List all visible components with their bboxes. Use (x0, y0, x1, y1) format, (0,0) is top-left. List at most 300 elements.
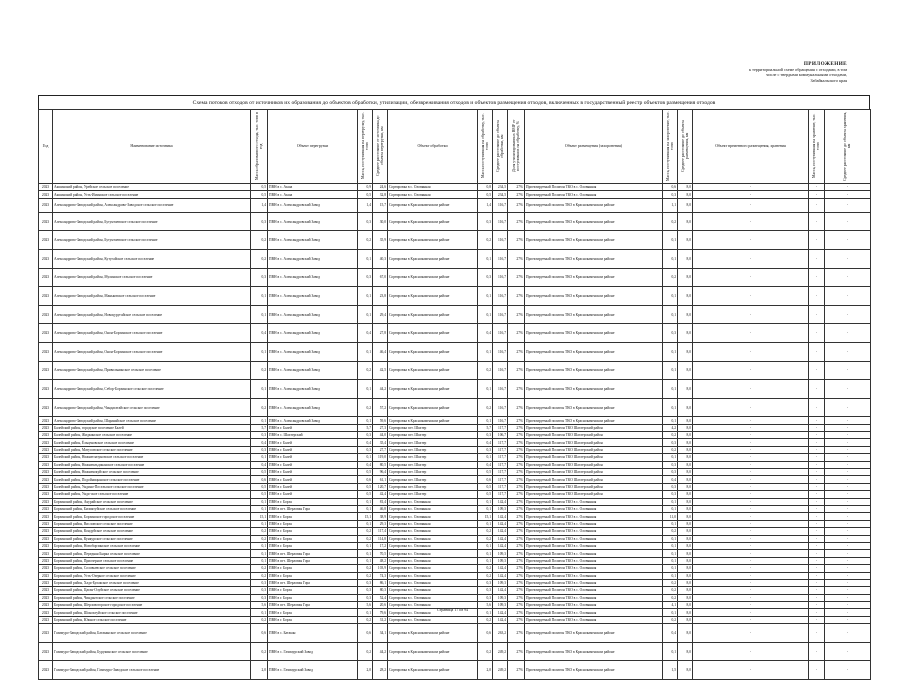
cell-src: Борзинский район, Акурайское сельское поселение (53, 498, 251, 505)
cell-share: 27% (508, 424, 525, 431)
cell-do: 117,7 (493, 454, 508, 461)
cell-y: 2023 (39, 424, 53, 431)
cell-ds: - (825, 342, 871, 361)
cell-share: 27% (508, 454, 525, 461)
table-row (39, 550, 871, 557)
cell-mo: 0,1 (478, 249, 493, 268)
cell-ts: - (693, 579, 809, 586)
cell-do: 142,4 (493, 587, 508, 594)
cell-ts: - (693, 602, 809, 609)
cell-tr: ПВН в г. Борзя (268, 528, 358, 535)
cell-ln: Проектируемый Полигон ТКО в с. Оловянная (525, 557, 663, 564)
cell-op: Сортировка в с. Оловянная (388, 557, 478, 564)
table-row (39, 454, 871, 461)
cell-op: Сортировка в с. Оловянная (388, 550, 478, 557)
cell-do: 116,7 (493, 361, 508, 380)
cell-mt: 0,1 (358, 557, 373, 564)
cell-ts: - (693, 572, 809, 579)
cell-ts: - (693, 342, 809, 361)
cell-tr: ПВН в г. Борзя (268, 565, 358, 572)
cell-dt: 117,4 (373, 528, 388, 535)
cell-op: Сортировка в с. Оловянная (388, 506, 478, 513)
cell-mt: 0,1 (358, 249, 373, 268)
cell-tr: ПВН в г. Борзя (268, 609, 358, 616)
cell-ln: Проектируемый полигон ТКО в Краснокаменском районе (525, 361, 663, 380)
cell-dt: 31,2 (373, 616, 388, 623)
cell-ms: - (809, 513, 825, 520)
cell-src: Александрово-Заводский район, Онон-Борзинское сельское поселение (53, 324, 251, 343)
cell-ln: Проектируемый Полигон ТКО в с. Оловянная (525, 565, 663, 572)
cell-op: Сортировка в с. Оловянная (388, 535, 478, 542)
cell-src: Борзинский район, Кункурское сельское поселение (53, 535, 251, 542)
cell-mo: 0,3 (478, 587, 493, 594)
page-header (749, 62, 847, 83)
cell-mt: 0,1 (358, 520, 373, 527)
cell-mo: 0,3 (478, 268, 493, 287)
cell-op: Сортировка в Краснокаменском районе (388, 212, 478, 231)
cell-mo: 0,2 (478, 535, 493, 542)
cell-ln: Проектируемый полигон ТКО в Краснокаменском районе (525, 661, 663, 680)
cell-dl: 8,0 (678, 461, 693, 468)
cell-ts: - (693, 624, 809, 643)
cell-m: 0,2 (251, 642, 268, 661)
cell-mo: 0,3 (478, 579, 493, 586)
cell-dt: 29,3 (373, 520, 388, 527)
cell-ln: Проектируемый полигон ТКО в Краснокаменском районе (525, 342, 663, 361)
cell-m: 0,2 (251, 572, 268, 579)
cell-ds: - (825, 191, 871, 198)
cell-do: 116,7 (493, 212, 508, 231)
cell-ts: - (693, 557, 809, 564)
cell-do: 234,5 (493, 184, 508, 191)
cell-m: 0,5 (251, 469, 268, 476)
cell-ml: 0,2 (663, 587, 678, 594)
cell-y: 2023 (39, 305, 53, 324)
cell-dl: 8,0 (678, 342, 693, 361)
cell-op: Сортировка пгт. Шахтер (388, 483, 478, 490)
cell-dt: 119,0 (373, 454, 388, 461)
cell-ds: - (825, 513, 871, 520)
cell-ds: - (825, 528, 871, 535)
cell-m: 5,6 (251, 602, 268, 609)
cell-op: Сортировка в Краснокаменском районе (388, 361, 478, 380)
cell-y: 2023 (39, 624, 53, 643)
cell-share: 27% (508, 565, 525, 572)
cell-ml: 0,3 (663, 491, 678, 498)
cell-do: 117,7 (493, 476, 508, 483)
cell-op: Сортировка в Краснокаменском районе (388, 305, 478, 324)
cell-mt: 0,2 (358, 572, 373, 579)
cell-dt: 70,5 (373, 550, 388, 557)
cell-ds: - (825, 642, 871, 661)
cell-dt: 35,9 (373, 231, 388, 250)
cell-mt: 0,6 (358, 624, 373, 643)
cell-ln: Проектируемый полигон ТКО в Краснокаменском районе (525, 642, 663, 661)
cell-y: 2023 (39, 506, 53, 513)
cell-share: 27% (508, 616, 525, 623)
col-processing-object: Объект обработки (388, 110, 478, 184)
cell-do: 116,7 (493, 268, 508, 287)
cell-m: 0,1 (251, 287, 268, 306)
cell-mt: 0,1 (358, 498, 373, 505)
cell-dl: 8,0 (678, 535, 693, 542)
cell-op: Сортировка в с. Оловянная (388, 579, 478, 586)
cell-ln: Проектируемый Полигон ТКО в с. Оловянная (525, 528, 663, 535)
cell-ms: - (809, 324, 825, 343)
table-row (39, 461, 871, 468)
table-row (39, 520, 871, 527)
cell-ts: - (693, 439, 809, 446)
cell-src: Борзинский район, Передняя Бырка сельское поселение (53, 550, 251, 557)
cell-src: Борзинский район, Борзинское городское поселение (53, 513, 251, 520)
cell-dl: 8,0 (678, 476, 693, 483)
cell-ml: 0,3 (663, 324, 678, 343)
cell-ms: - (809, 424, 825, 431)
cell-y: 2023 (39, 520, 53, 527)
cell-tr: ПВН в с. Александровский Завод (268, 324, 358, 343)
cell-share: 27% (508, 212, 525, 231)
cell-dl: 8,0 (678, 231, 693, 250)
cell-op: Сортировка в с. Оловянная (388, 565, 478, 572)
cell-ms: - (809, 535, 825, 542)
cell-op: Сортировка пгт. Шахтер (388, 461, 478, 468)
cell-dl: 8,0 (678, 424, 693, 431)
cell-tr: ПВН в г. Балей (268, 483, 358, 490)
cell-tr: ПВН в с. Александровский Завод (268, 361, 358, 380)
cell-y: 2023 (39, 231, 53, 250)
cell-share: 27% (508, 231, 525, 250)
cell-tr: ПВН в г. Балей (268, 469, 358, 476)
cell-mt: 0,2 (358, 361, 373, 380)
cell-share: 27% (508, 287, 525, 306)
cell-mt: 5,7 (358, 424, 373, 431)
cell-m: 0,1 (251, 506, 268, 513)
cell-ds: - (825, 424, 871, 431)
cell-do: 117,7 (493, 461, 508, 468)
cell-ts: - (693, 424, 809, 431)
cell-y: 2023 (39, 602, 53, 609)
cell-op: Сортировка в Краснокаменском районе (388, 642, 478, 661)
cell-y: 2023 (39, 579, 53, 586)
cell-ml: 0,2 (663, 446, 678, 453)
cell-ln: Проектируемый Полигон ТКО Шахтерский район (525, 446, 663, 453)
col-mass-storage: Масса, поступившая на хранение, тыс. тонн (809, 110, 825, 184)
cell-do: 117,7 (493, 446, 508, 453)
cell-op: Сортировка в с. Оловянная (388, 587, 478, 594)
table-row (39, 661, 871, 680)
cell-ms: - (809, 454, 825, 461)
cell-mt: 0,6 (358, 476, 373, 483)
cell-ds: - (825, 594, 871, 601)
cell-m: 0,5 (251, 491, 268, 498)
table-row (39, 506, 871, 513)
cell-dt: 80,3 (373, 587, 388, 594)
cell-op: Сортировка в Краснокаменском районе (388, 380, 478, 399)
table-row (39, 572, 871, 579)
cell-ml: 0,2 (663, 432, 678, 439)
cell-mo: 0,1 (478, 305, 493, 324)
table-row (39, 380, 871, 399)
cell-share: 27% (508, 579, 525, 586)
cell-src: Александрово-Заводский район, Кутугайское сельское поселение (53, 249, 251, 268)
cell-ln: Проектируемый полигон ТКО в Краснокаменском районе (525, 268, 663, 287)
cell-share: 27% (508, 609, 525, 616)
cell-dt: 96,4 (373, 469, 388, 476)
cell-mt: 5,6 (358, 602, 373, 609)
cell-ln: Проектируемый полигон ТКО в Краснокаменском районе (525, 249, 663, 268)
cell-dl: 8,0 (678, 616, 693, 623)
cell-do: 142,4 (493, 535, 508, 542)
cell-mt: 0,3 (358, 594, 373, 601)
cell-do: 142,4 (493, 528, 508, 535)
cell-ln: Проектируемый Полигон ТКО Шахтерский район (525, 439, 663, 446)
cell-ts: - (693, 398, 809, 417)
appendix-line-2: числе с твердыми коммунальными отходами, (766, 72, 847, 78)
cell-dt: 27,3 (373, 424, 388, 431)
cell-ln: Проектируемый Полигон ТКО в с. Оловянная (525, 602, 663, 609)
col-distance-storage: Среднее расстояние до объекта хранения, км (825, 110, 871, 184)
cell-ts: - (693, 609, 809, 616)
cell-ml: 0,2 (663, 528, 678, 535)
cell-ts: - (693, 476, 809, 483)
table-row (39, 198, 871, 212)
cell-dt: 17,2 (373, 542, 388, 549)
cell-ms: - (809, 469, 825, 476)
cell-tr: ПВН в с. Александровский Завод (268, 398, 358, 417)
cell-op: Сортировка в с. Оловянная (388, 528, 478, 535)
cell-mt: 0,4 (358, 324, 373, 343)
cell-dl: 8,0 (678, 439, 693, 446)
cell-y: 2023 (39, 594, 53, 601)
cell-share: 27% (508, 594, 525, 601)
cell-dt: 80,5 (373, 461, 388, 468)
cell-dl: 8,0 (678, 565, 693, 572)
cell-op: Сортировка пгт. Шахтер (388, 469, 478, 476)
cell-src: Акшинский район, Усть-Иминское сельское поселение (53, 191, 251, 198)
cell-op: Сортировка пгт. Шахтер (388, 439, 478, 446)
cell-ms: - (809, 184, 825, 191)
cell-m: 1,4 (251, 198, 268, 212)
cell-dl: 8,0 (678, 506, 693, 513)
cell-m: 0,1 (251, 380, 268, 399)
cell-dl: 8,0 (678, 550, 693, 557)
col-year: Год (39, 110, 53, 184)
cell-dt: 81,4 (373, 498, 388, 505)
cell-tr: ПВН в г. Борзя (268, 587, 358, 594)
cell-dl: 8,0 (678, 642, 693, 661)
cell-mo: 0,8 (478, 184, 493, 191)
cell-ln: Проектируемый Полигон ТКО в с. Оловянная (525, 609, 663, 616)
cell-ms: - (809, 398, 825, 417)
cell-src: Александрово-Заводский район, Бутунтаевское сельское поселение (53, 212, 251, 231)
cell-ln: Проектируемый Полигон ТКО в с. Оловянная (525, 616, 663, 623)
cell-ds: - (825, 616, 871, 623)
cell-tr: ПВН в с. Александровский Завод (268, 231, 358, 250)
cell-tr: ПВН в с. Александровский Завод (268, 305, 358, 324)
cell-mt: 0,1 (358, 342, 373, 361)
cell-src: Борзинский район, Усть-Озерное сельское поселение (53, 572, 251, 579)
cell-mo: 0,6 (478, 476, 493, 483)
cell-ms: - (809, 417, 825, 424)
cell-do: 109,3 (493, 550, 508, 557)
cell-m: 0,1 (251, 550, 268, 557)
table-row (39, 398, 871, 417)
cell-ml: 0,1 (663, 342, 678, 361)
cell-ds: - (825, 469, 871, 476)
cell-ds: - (825, 624, 871, 643)
waste-flow-table (38, 109, 871, 680)
cell-ml: 0,1 (663, 417, 678, 424)
table-row (39, 491, 871, 498)
cell-y: 2023 (39, 609, 53, 616)
cell-dl: 8,0 (678, 498, 693, 505)
cell-ms: - (809, 476, 825, 483)
cell-share: 27% (508, 305, 525, 324)
cell-op: Сортировка в с. Оловянная (388, 616, 478, 623)
cell-ms: - (809, 212, 825, 231)
cell-ts: - (693, 212, 809, 231)
cell-ms: - (809, 432, 825, 439)
cell-src: Александрово-Заводский район, Новоцуругайское сельское поселение (53, 305, 251, 324)
cell-m: 0,4 (251, 461, 268, 468)
cell-src: Александрово-Заводский район, Мулинское сельское поселение (53, 268, 251, 287)
cell-op: Сортировка в Краснокаменском районе (388, 198, 478, 212)
cell-ms: - (809, 550, 825, 557)
cell-dl: 8,0 (678, 587, 693, 594)
cell-dl: 8,0 (678, 191, 693, 198)
cell-ln: Проектируемый Полигон ТКО Шахтерский район (525, 454, 663, 461)
cell-src: Балейский район, Подойницынское сельское поселение (53, 476, 251, 483)
cell-src: Балейский район, Нижнекокуйское сельское поселение (53, 469, 251, 476)
cell-dl: 8,0 (678, 661, 693, 680)
cell-ms: - (809, 498, 825, 505)
cell-m: 0,5 (251, 184, 268, 191)
cell-mo: 0,1 (478, 498, 493, 505)
cell-dt: 29,4 (373, 305, 388, 324)
cell-ln: Проектируемый Полигон ТКО в с. Оловянная (525, 535, 663, 542)
table-row (39, 249, 871, 268)
cell-op: Сортировка в с. Оловянная (388, 602, 478, 609)
cell-dl: 8,0 (678, 249, 693, 268)
cell-ml: 4,1 (663, 602, 678, 609)
cell-ms: - (809, 287, 825, 306)
cell-mt: 0,1 (358, 506, 373, 513)
cell-share: 27% (508, 535, 525, 542)
cell-dt: 27,8 (373, 324, 388, 343)
table-row (39, 476, 871, 483)
cell-y: 2023 (39, 476, 53, 483)
cell-ts: - (693, 661, 809, 680)
cell-dl: 8,0 (678, 446, 693, 453)
cell-m: 0,2 (251, 565, 268, 572)
cell-mo: 15,1 (478, 513, 493, 520)
cell-dl: 8,0 (678, 268, 693, 287)
cell-op: Сортировка в с. Оловянная (388, 513, 478, 520)
cell-tr: ПВН в г. Балей (268, 439, 358, 446)
cell-op: Сортировка в Краснокаменском районе (388, 268, 478, 287)
table-row (39, 587, 871, 594)
cell-src: Балейский район, Нижнеильдиканское сельское поселение (53, 461, 251, 468)
cell-ms: - (809, 528, 825, 535)
cell-share: 27% (508, 198, 525, 212)
cell-ln: Проектируемый полигон ТКО в Краснокаменском районе (525, 198, 663, 212)
cell-tr: ПВН в с. Акша (268, 191, 358, 198)
cell-ts: - (693, 198, 809, 212)
cell-ml: 0,3 (663, 191, 678, 198)
cell-op: Сортировка в с. Оловянная (388, 572, 478, 579)
cell-share: 27% (508, 550, 525, 557)
cell-y: 2023 (39, 184, 53, 191)
cell-y: 2023 (39, 324, 53, 343)
col-distance-processing: Среднее расстояние до объекта обработки, км (493, 110, 508, 184)
cell-ts: - (693, 616, 809, 623)
cell-m: 0,3 (251, 594, 268, 601)
cell-ml: 0,3 (663, 469, 678, 476)
col-storage-object: Объект временного размещения, хранения (693, 110, 809, 184)
cell-ds: - (825, 287, 871, 306)
cell-dl: 8,0 (678, 454, 693, 461)
cell-dt: 48,2 (373, 557, 388, 564)
cell-m: 2,0 (251, 661, 268, 680)
cell-op: Сортировка пгт. Шахтер (388, 491, 478, 498)
cell-ms: - (809, 380, 825, 399)
cell-src: Борзинский район, Биликтуйское сельское поселение (53, 506, 251, 513)
cell-ds: - (825, 579, 871, 586)
cell-ml: 0,1 (663, 609, 678, 616)
col-landfill-object: Объект размещения (захоронения) (525, 110, 663, 184)
cell-mo: 0,2 (478, 616, 493, 623)
cell-dl: 8,0 (678, 305, 693, 324)
cell-mo: 0,5 (478, 483, 493, 490)
cell-mt: 0,3 (358, 587, 373, 594)
cell-op: Сортировка в Краснокаменском районе (388, 342, 478, 361)
cell-ms: - (809, 198, 825, 212)
cell-mt: 0,5 (358, 483, 373, 490)
cell-op: Сортировка в с. Оловянная (388, 609, 478, 616)
cell-ml: 0,2 (663, 594, 678, 601)
cell-ts: - (693, 461, 809, 468)
cell-m: 0,3 (251, 579, 268, 586)
appendix-title: ПРИЛОЖЕНИЕ (803, 61, 847, 67)
cell-y: 2023 (39, 198, 53, 212)
table-body (39, 184, 871, 680)
cell-dt: 61,1 (373, 476, 388, 483)
cell-mo: 0,2 (478, 572, 493, 579)
cell-tr: ПВН в с. Александровский Завод (268, 417, 358, 424)
cell-tr: ПВН в г. Балей (268, 491, 358, 498)
cell-ln: Проектируемый Полигон ТКО в с. Оловянная (525, 579, 663, 586)
cell-share: 27% (508, 661, 525, 680)
cell-tr: ПВН в г. Балей (268, 446, 358, 453)
cell-ms: - (809, 609, 825, 616)
cell-src: Борзинский район, Хада-Булакское сельское поселение (53, 579, 251, 586)
cell-mo: 0,1 (478, 380, 493, 399)
cell-ml: 0,1 (663, 287, 678, 306)
cell-ml: 0,1 (663, 231, 678, 250)
cell-y: 2023 (39, 557, 53, 564)
cell-src: Борзинский район, Чиндантское сельское поселение (53, 594, 251, 601)
cell-ln: Проектируемый Полигон ТКО в с. Оловянная (525, 542, 663, 549)
cell-ms: - (809, 439, 825, 446)
cell-ml: 0,1 (663, 557, 678, 564)
cell-y: 2023 (39, 483, 53, 490)
cell-dl: 8,0 (678, 572, 693, 579)
cell-do: 109,3 (493, 594, 508, 601)
cell-y: 2023 (39, 417, 53, 424)
waste-flow-table-frame (38, 95, 870, 680)
cell-share: 27% (508, 380, 525, 399)
cell-m: 0,3 (251, 212, 268, 231)
